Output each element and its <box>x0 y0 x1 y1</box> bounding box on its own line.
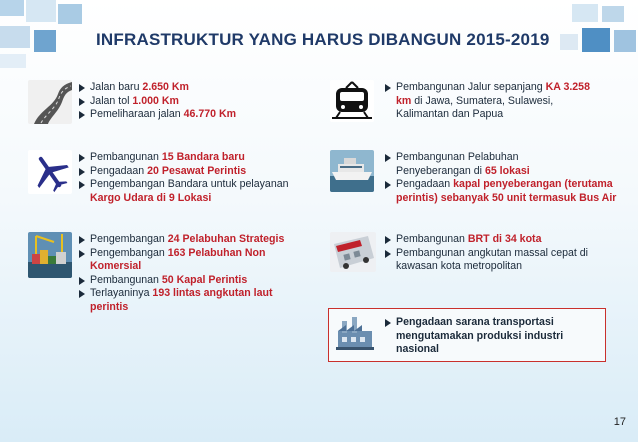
item-text: Pembangunan <box>90 273 162 286</box>
decor-square <box>0 0 24 16</box>
item-highlight: 24 Pelabuhan Strategis <box>167 233 285 245</box>
item-highlight: 163 Pelabuhan Non Komersial <box>90 246 266 273</box>
item-text: Pembangunan angkutan massal cepat di kawasan kota metropolitan <box>396 246 588 273</box>
decor-square <box>58 4 82 24</box>
list-item <box>78 151 308 165</box>
decor-square <box>582 28 610 52</box>
item-highlight: kapal penyeberangan (terutama perintis) sebanyak 50 unit termasuk Bus Air <box>396 178 617 204</box>
train-icon <box>330 80 374 122</box>
item-text: Pembangunan Pelabuhan Penyeberangan di <box>396 151 519 177</box>
item-text: Pengembangan <box>90 233 168 245</box>
page-number: 17 <box>613 416 626 428</box>
list-item <box>78 287 304 314</box>
airplane-icon <box>28 150 72 194</box>
port-icon <box>28 232 72 278</box>
road-icon <box>28 80 72 124</box>
bus-icon <box>330 232 376 272</box>
item-highlight: 46.770 Km <box>183 108 237 121</box>
list-item <box>78 165 308 179</box>
item-highlight: KA 3.258 km <box>396 81 590 107</box>
sea-list <box>78 233 314 315</box>
list-item <box>384 151 596 178</box>
list-item <box>78 274 314 288</box>
decor-square <box>602 6 624 22</box>
decor-square <box>34 30 56 52</box>
list-item <box>78 178 290 205</box>
item-text: Pembangunan <box>90 151 162 163</box>
item-text: Terlayaninya <box>90 287 153 300</box>
list-item <box>78 81 298 95</box>
item-highlight: 1.000 Km <box>132 94 179 107</box>
list-item <box>384 81 604 122</box>
decor-square <box>614 30 636 52</box>
decor-square <box>0 26 30 48</box>
list-item <box>384 247 620 274</box>
decor-square <box>572 4 598 22</box>
decor-square <box>0 54 26 68</box>
item-highlight: 65 lokasi <box>484 164 530 177</box>
item-text: Jalan tol <box>90 94 133 107</box>
item-highlight: 2.650 Km <box>142 81 189 93</box>
item-text: Pengadaan <box>90 164 148 177</box>
list-item <box>78 247 304 274</box>
list-item <box>78 95 298 109</box>
item-text: Pembangunan Jalur sepanjang <box>396 81 546 93</box>
ferry-icon <box>330 150 374 192</box>
urban-list <box>384 233 616 274</box>
item-text: di Jawa, Sumatera, Sulawesi, Kalimantan dan Papua <box>396 94 554 121</box>
item-highlight: 50 Kapal Perintis <box>161 273 248 286</box>
list-item <box>78 233 314 247</box>
item-text: Pengadaan <box>396 178 454 191</box>
factory-icon <box>334 313 376 355</box>
air-list <box>78 151 308 205</box>
item-highlight: Kargo Udara di 9 Lokasi <box>90 191 212 204</box>
road-list <box>78 81 298 122</box>
list-item <box>384 233 616 247</box>
item-highlight: BRT di 34 kota <box>467 233 542 245</box>
industry-list <box>384 316 598 357</box>
item-text: Pemeliharaan jalan <box>90 108 184 121</box>
item-text: Pengembangan Bandara untuk pelayanan <box>90 178 289 191</box>
list-item <box>78 108 298 122</box>
item-text: Jalan baru <box>90 81 143 93</box>
item-highlight: 20 Pesawat Perintis <box>147 164 247 177</box>
item-highlight: 193 lintas angkutan laut perintis <box>90 287 273 313</box>
list-item <box>384 178 628 205</box>
decor-square <box>26 0 56 22</box>
item-text: Pengembangan <box>90 246 168 259</box>
item-highlight: 15 Bandara baru <box>161 151 245 163</box>
page-title: INFRASTRUKTUR YANG HARUS DIBANGUN 2015-2019 <box>96 30 550 49</box>
list-item <box>384 316 598 357</box>
item-text: Pengadaan sarana transportasi mengutamakan produksi industri nasional <box>396 316 564 356</box>
ferry-list <box>384 151 624 205</box>
rail-list <box>384 81 604 122</box>
item-text: Pembangunan <box>396 233 468 245</box>
